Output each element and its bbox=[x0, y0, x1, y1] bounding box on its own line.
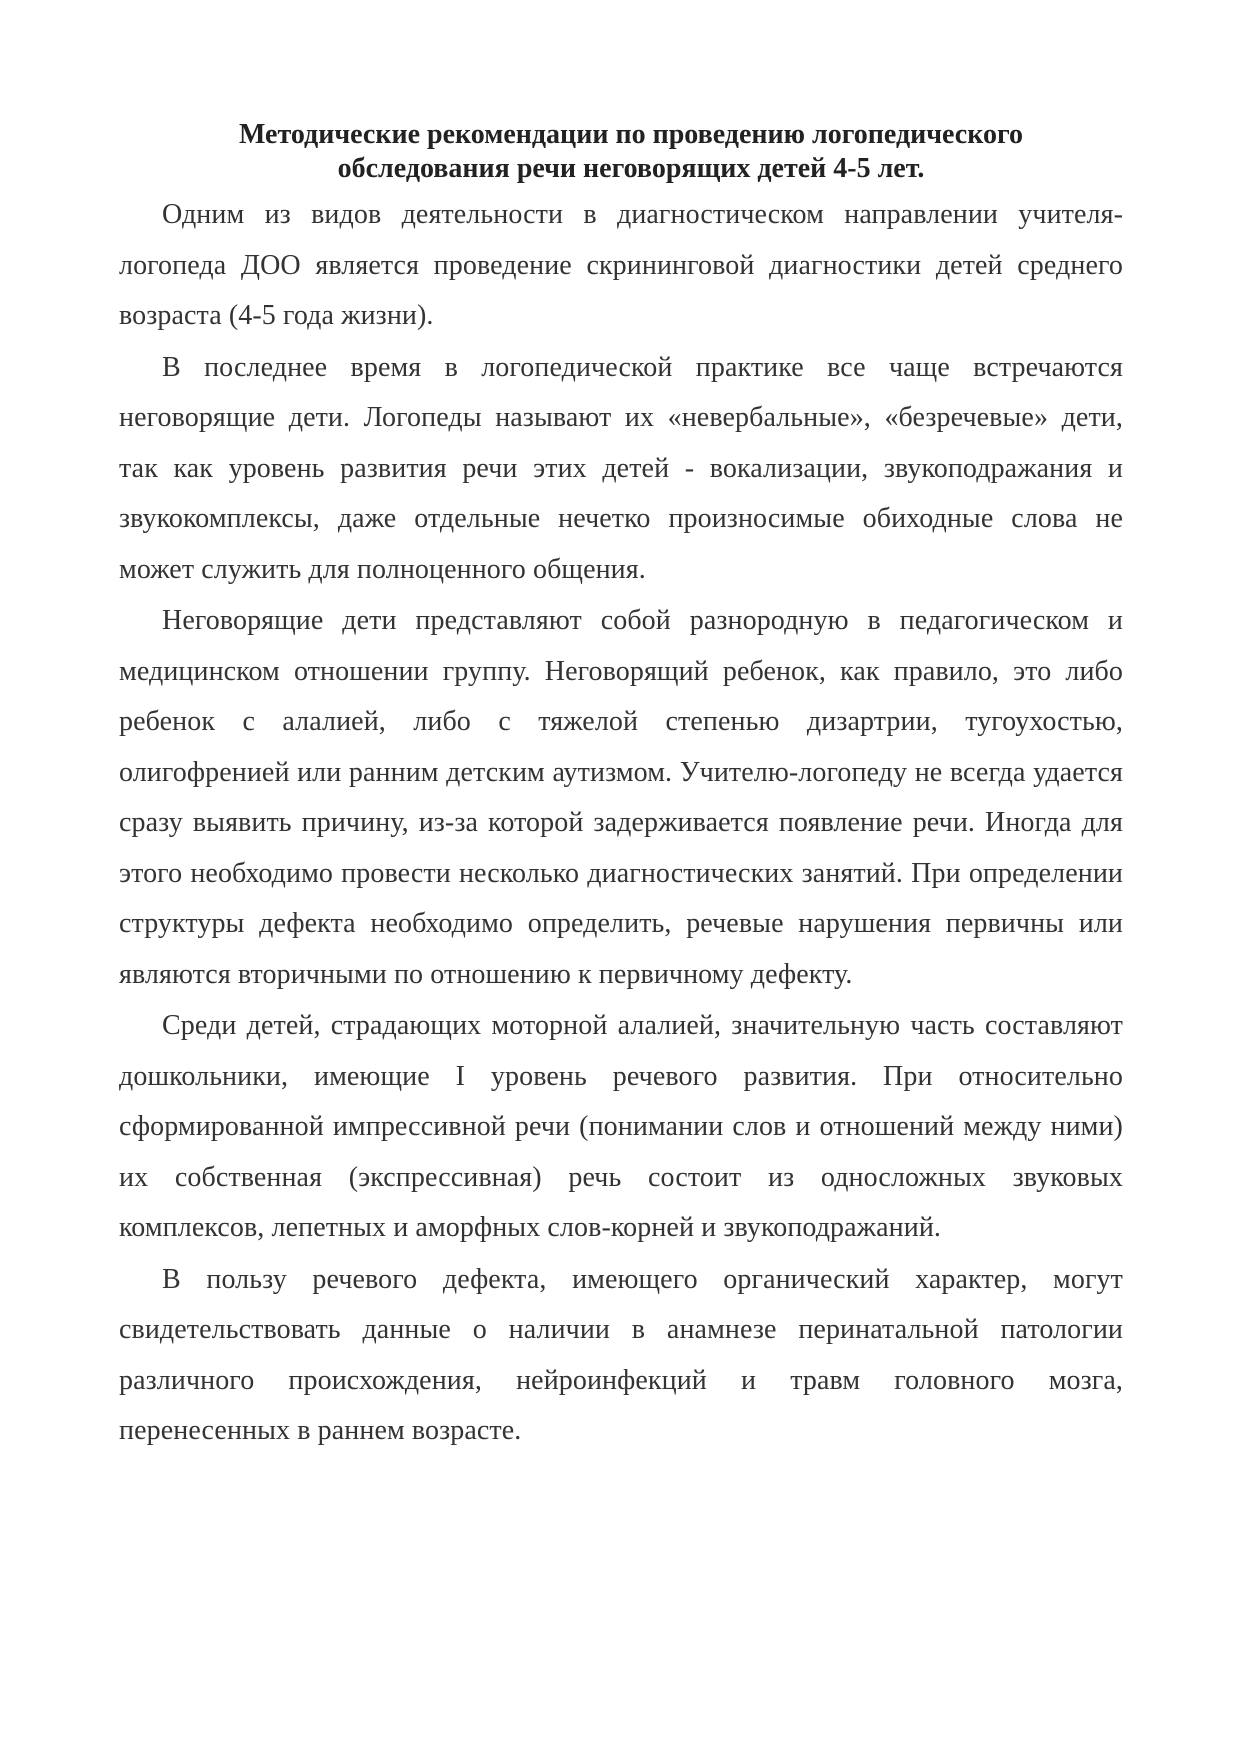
title-line-1: Методические рекомендации по проведению логопедического bbox=[238, 119, 1024, 150]
document-title bbox=[119, 118, 1123, 186]
paragraph-3: Неговорящие дети представляют собой разнородную в педагогическом и медицинском отношении группу. Неговорящий ребенок, как правило, это либо ребенок с алалией, либо с тяжелой степенью дизартрии, тугоухостью, олигофренией или ранним детским аутизмом. Учителю-логопеду не всегда удается сразу выявить причину, из-за которой задерживается появление речи. Иногда для этого необходимо провести несколько диагностических занятий. При определении структуры дефекта необходимо определить, речевые нарушения первичны или являются вторичными по отношению к первичному дефекту. bbox=[119, 605, 1123, 990]
title-line-2: обследования речи неговорящих детей 4-5 лет. bbox=[337, 153, 925, 184]
paragraph-4: Среди детей, страдающих моторной алалией, значительную часть составляют дошкольники, имеющие I уровень речевого развития. При относительно сформированной импрессивной речи (понимании слов и отношений между ними) их собственная (экспрессивная) речь состоит из односложных звуковых комплексов, лепетных и аморфных слов-корней и звукоподражаний. bbox=[119, 1010, 1123, 1243]
paragraph-1: Одним из видов деятельности в диагностическом направлении учителя-логопеда ДОО является проведение скрининговой диагностики детей среднего возраста (4-5 года жизни). bbox=[119, 199, 1123, 331]
document-page bbox=[119, 118, 1123, 1458]
paragraph-5: В пользу речевого дефекта, имеющего органический характер, могут свидетельствовать данные о наличии в анамнезе перинатальной патологии различного происхождения, нейроинфекций и травм головного мозга, перенесенных в раннем возрасте. bbox=[119, 1263, 1123, 1446]
paragraph-2: В последнее время в логопедической практике все чаще встречаются неговорящие дети. Логопеды называют их «невербальные», «безречевые» дети, так как уровень развития речи этих детей - вокализации, звукоподражания и звукокомплексы, даже отдельные нечетко произносимые обиходные слова не может служить для полноценного общения. bbox=[119, 351, 1123, 585]
